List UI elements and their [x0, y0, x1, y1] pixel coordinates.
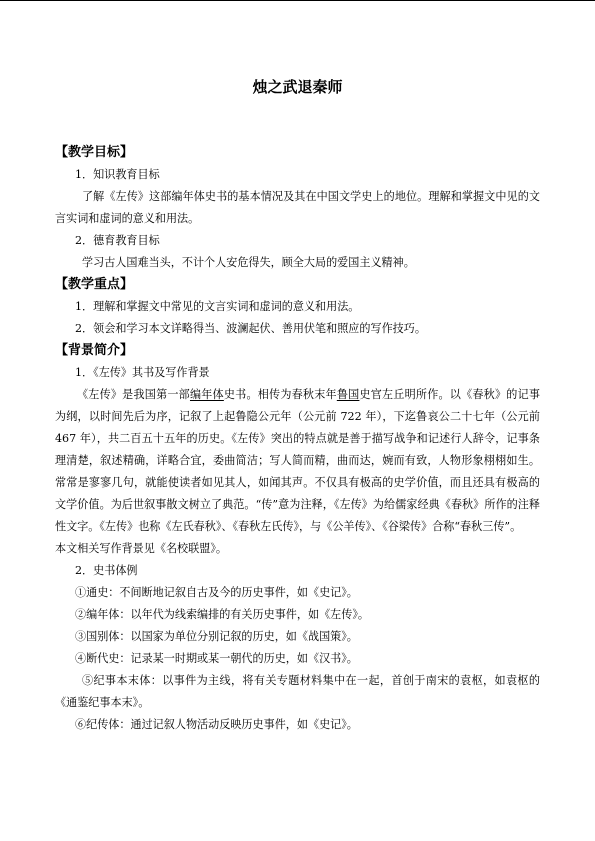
- document-content: [55, 78, 540, 736]
- underlined-term: 鲁国: [336, 388, 360, 401]
- history-style-item: ④断代史：记录某一时期或某一朝代的历史，如《汉书》。: [75, 652, 358, 665]
- background-note: 本文相关写作背景见《名校联盟》。: [55, 542, 227, 555]
- top-border-line: [0, 0, 595, 1]
- underlined-term: 编年体: [189, 388, 224, 401]
- background-sub1-label: 1．《左传》其书及写作背景: [75, 366, 210, 379]
- paragraph-text: 史书。相传为春秋末年: [223, 388, 337, 401]
- moral-goal-label: 2．德育教育目标: [75, 234, 160, 247]
- paragraph-text: 史官左丘明所作。以《春秋》的记事为纲，以时间先后为序，记叙了上起鲁隐公元年（公元前 722 年），下迄鲁哀公二十七年（公元前 467 年），共二百五十五年的历史。《左传》突出的特点就是善于描写战争和记述行人辞令，记事条理清楚，叙述精确，详略合宜，委曲简洁；写人简而精，曲而达，婉而有致，人物形象栩栩如生。常常是寥寥几句，就能使读者如见其人，如闻其声。不仅具有极高的史学价值，而且还具有极高的文学价值。为后世叙事散文树立了典范。“传”意为注释，《左传》为给儒家经典《春秋》所作的注释性文字。《左传》也称《左氏春秋》、《春秋左氏传》，与《公羊传》、《谷梁传》合称“春秋三传”。: [55, 388, 540, 533]
- document-title: 烛之武退秦师: [252, 78, 343, 96]
- key-point-item: 1．理解和掌握文中常见的文言实词和虚词的意义和用法。: [75, 300, 360, 313]
- history-style-item: ⑥纪传体：通过记叙人物活动反映历史事件，如《史记》。: [75, 718, 358, 731]
- key-point-item: 2．领会和学习本文详略得当、波澜起伏、善用伏笔和照应的写作技巧。: [75, 322, 426, 335]
- zuozhuan-paragraph: [55, 384, 540, 538]
- history-style-item: ②编年体：以年代为线索编排的有关历史事件，如《左传》。: [75, 608, 369, 621]
- section-heading-background: 【背景简介】: [55, 343, 134, 358]
- background-sub2-label: 2．史书体例: [75, 564, 138, 577]
- section-heading-goals: 【教学目标】: [55, 145, 134, 160]
- knowledge-goal-label: 1．知识教育目标: [75, 168, 160, 181]
- history-style-item: ⑤纪事本末体：以事件为主线，将有关专题材料集中在一起，首创于南宋的袁枢，如袁枢的《通鉴纪事本末》。: [55, 674, 540, 709]
- paragraph-text: 《左传》是我国第一部: [77, 388, 190, 401]
- history-style-item: ①通史：不间断地记叙自古及今的历史事件，如《史记》。: [75, 586, 358, 599]
- section-heading-key-points: 【教学重点】: [55, 277, 134, 292]
- knowledge-goal-text: 了解《左传》这部编年体史书的基本情况及其在中国文学史上的地位。理解和掌握文中见的文言实词和虚词的意义和用法。: [55, 190, 540, 225]
- history-style-item: ③国别体：以国家为单位分别记叙的历史，如《战国策》。: [75, 630, 358, 643]
- moral-goal-text: 学习古人国难当头，不计个人安危得失，顾全大局的爱国主义精神。: [82, 256, 415, 269]
